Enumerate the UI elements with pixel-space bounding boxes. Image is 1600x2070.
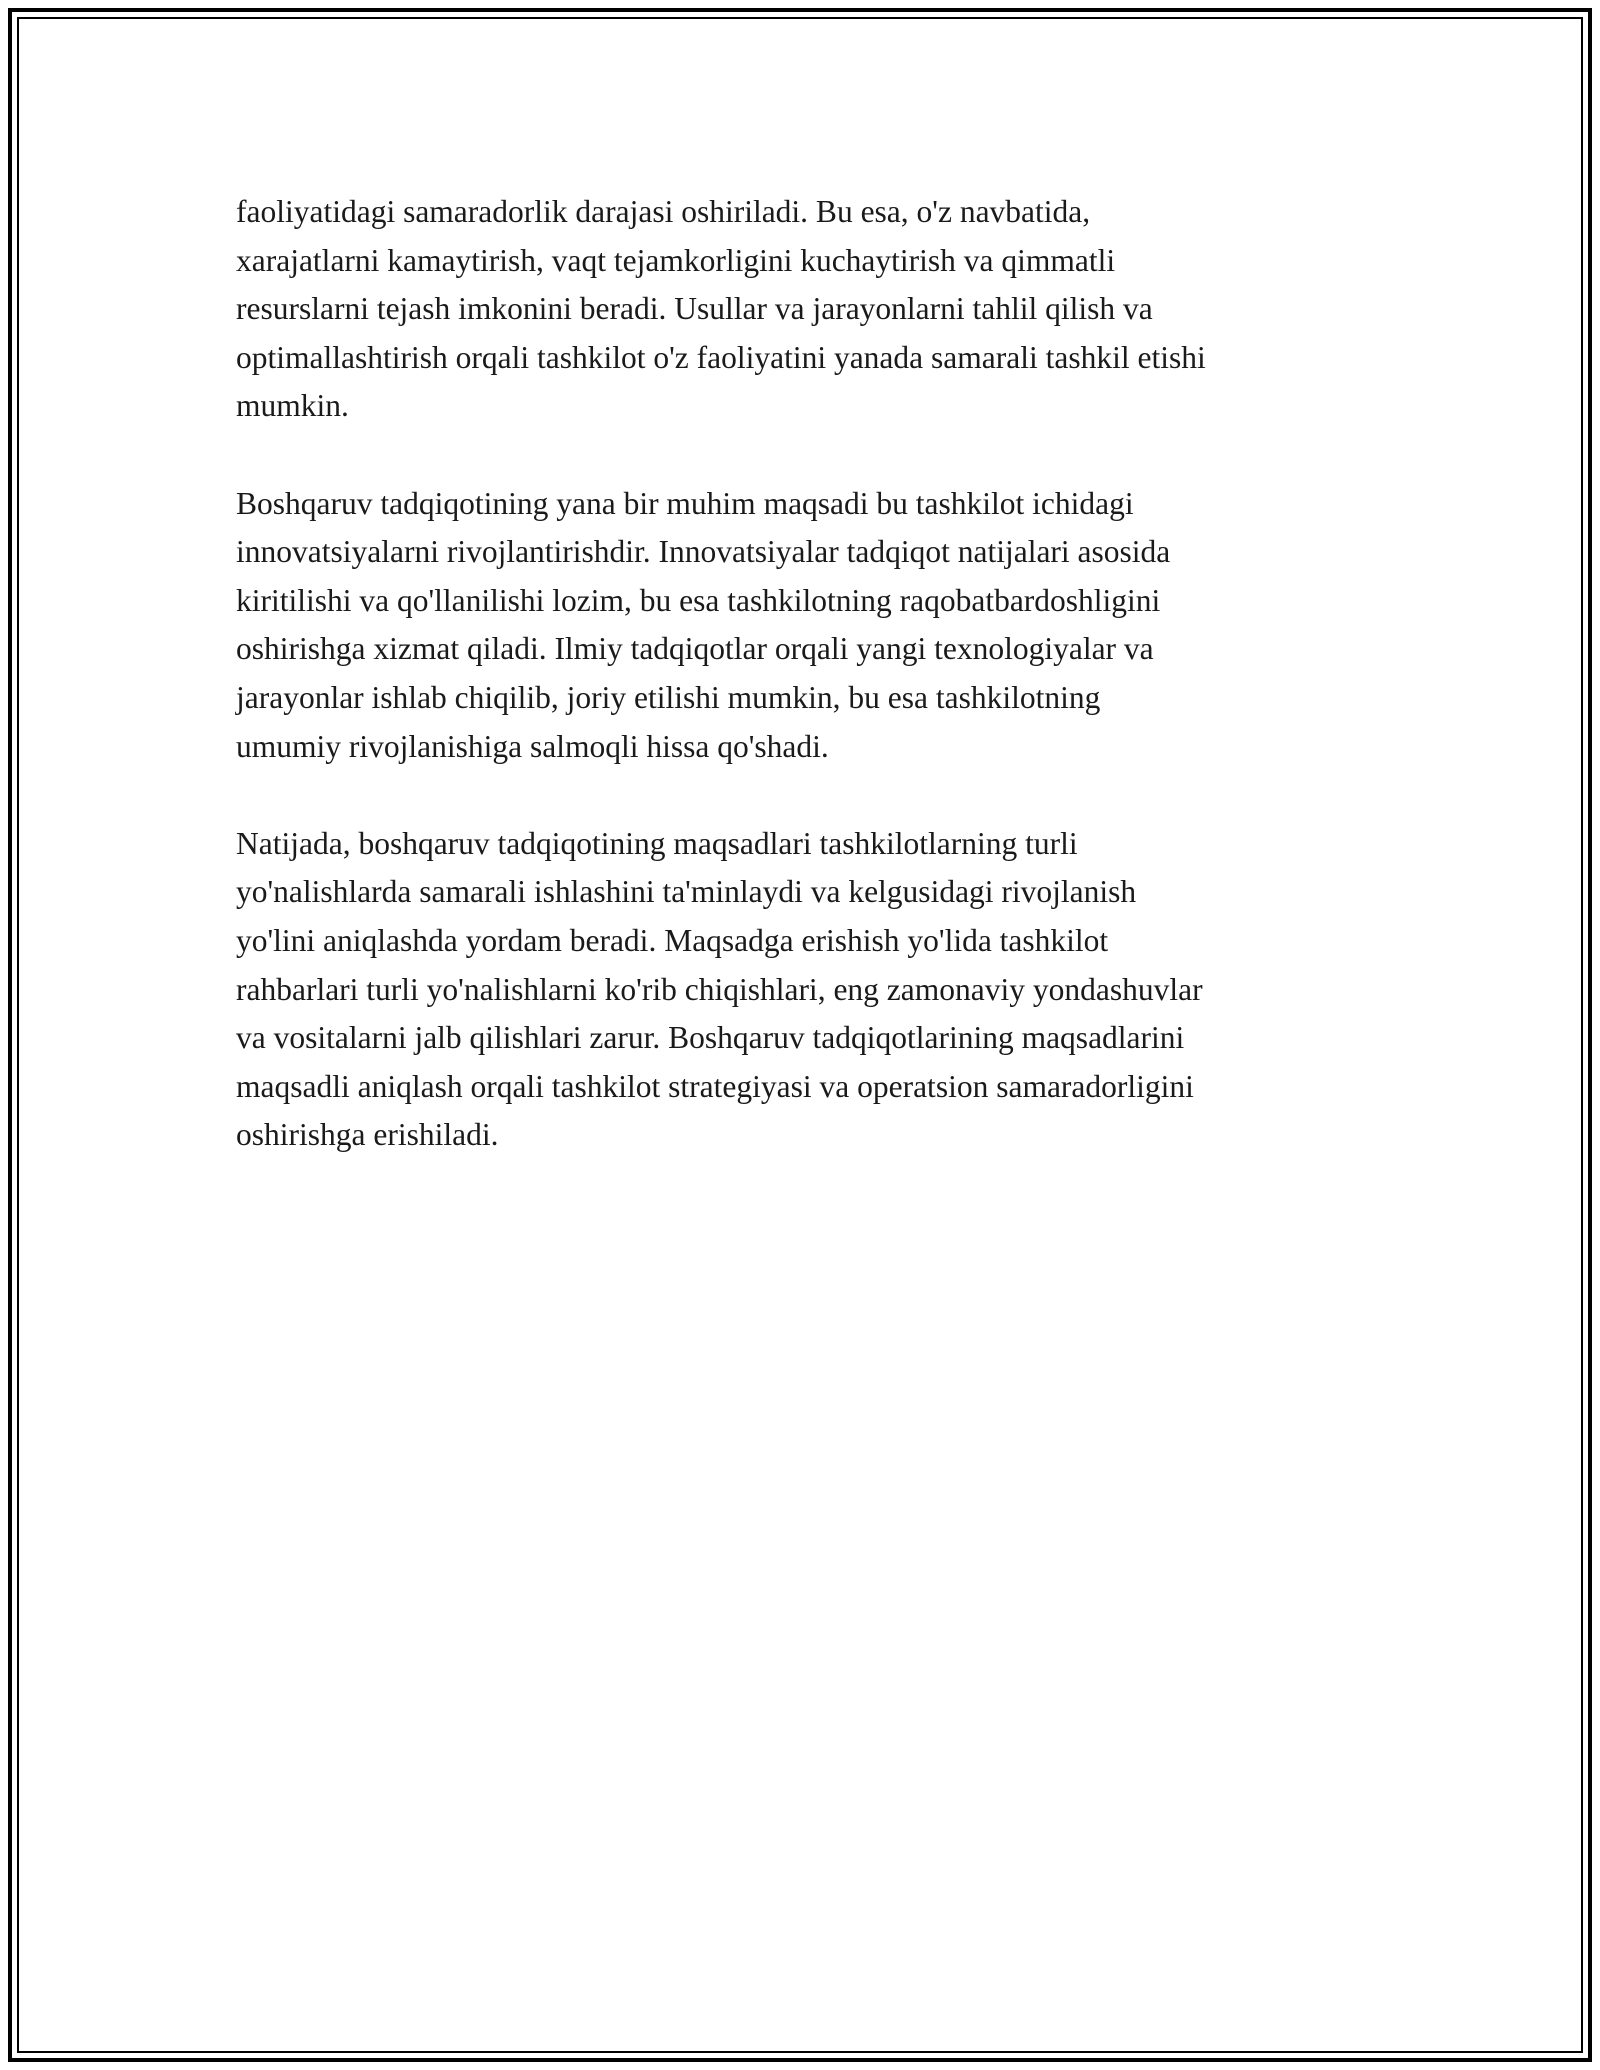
- paragraph-line: umumiy rivojlanishiga salmoqli hissa qo'shadi.: [236, 728, 829, 764]
- paragraph-line: resurslarni tejash imkonini beradi. Usullar va jarayonlarni tahlil qilish va: [236, 291, 1153, 327]
- paragraph-line: Boshqaruv tadqiqotining yana bir muhim maqsadi bu tashkilot ichidagi: [236, 485, 1134, 521]
- paragraph-line: xarajatlarni kamaytirish, vaqt tejamkorligini kuchaytirish va qimmatli: [236, 242, 1116, 278]
- paragraph-line: faoliyatidagi samaradorlik darajasi oshiriladi. Bu esa, o'z navbatida,: [236, 194, 1091, 229]
- paragraph-line: optimallashtirish orqali tashkilot o'z faoliyatini yanada samarali tashkil etishi: [236, 339, 1206, 375]
- paragraph-1: [236, 188, 1376, 431]
- paragraph-line: rahbarlari turli yo'nalishlarni ko'rib chiqishlari, eng zamonaviy yondashuvlar: [236, 971, 1203, 1007]
- paragraph-line: jarayonlar ishlab chiqilib, joriy etilishi mumkin, bu esa tashkilotning: [236, 679, 1101, 715]
- paragraph-line: kiritilishi va qo'llanilishi lozim, bu esa tashkilotning raqobatbardoshligini: [236, 582, 1161, 618]
- paragraph-line: Natijada, boshqaruv tadqiqotining maqsadlari tashkilotlarning turli: [236, 825, 1078, 861]
- document-body: [236, 188, 1376, 1208]
- paragraph-line: mumkin.: [236, 388, 349, 424]
- paragraph-3: [236, 820, 1376, 1160]
- paragraph-line: yo'lini aniqlashda yordam beradi. Maqsadga erishish yo'lida tashkilot: [236, 922, 1109, 958]
- paragraph-line: yo'nalishlarda samarali ishlashini ta'minlaydi va kelgusidagi rivojlanish: [236, 874, 1137, 910]
- paragraph-2: [236, 480, 1376, 772]
- paragraph-line: maqsadli aniqlash orqali tashkilot strategiyasi va operatsion samaradorligini: [236, 1068, 1194, 1104]
- paragraph-line: oshirishga xizmat qiladi. Ilmiy tadqiqotlar orqali yangi texnologiyalar va: [236, 631, 1154, 667]
- paragraph-line: innovatsiyalarni rivojlantirishdir. Innovatsiyalar tadqiqot natijalari asosida: [236, 534, 1171, 570]
- paragraph-line: oshirishga erishiladi.: [236, 1117, 499, 1153]
- paragraph-line: va vositalarni jalb qilishlari zarur. Boshqaruv tadqiqotlarining maqsadlarini: [236, 1020, 1185, 1056]
